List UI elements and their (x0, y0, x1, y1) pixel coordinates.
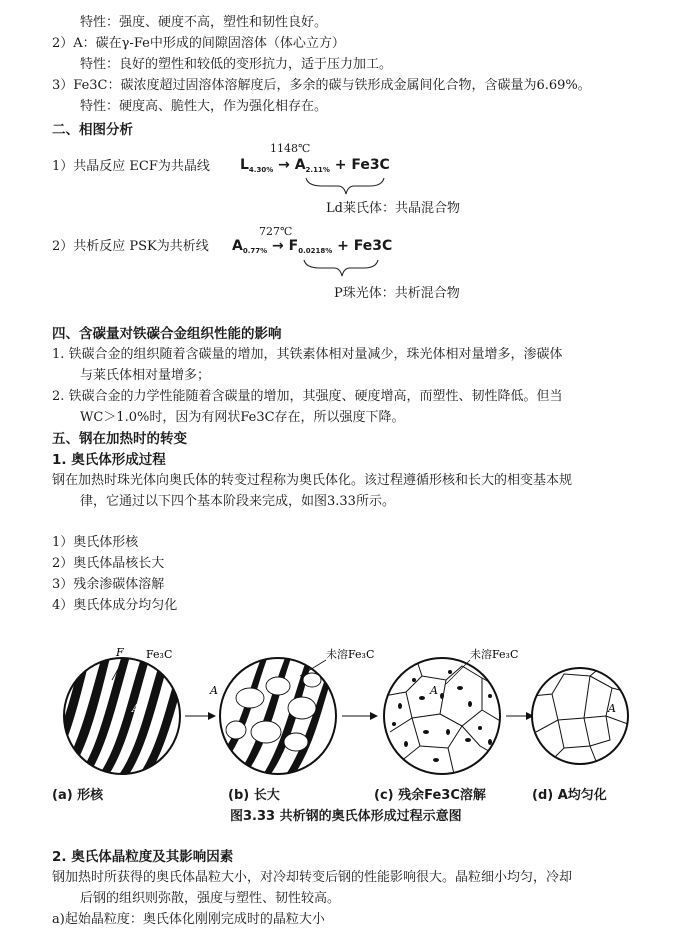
eq-L-sub: 4.30% (248, 166, 274, 174)
subheading-austenite-formation: 1. 奥氏体形成过程 (52, 452, 166, 468)
label-A-b: A (210, 684, 218, 697)
line-cementite-property: 特性：硬度高、脆性大，作为强化相存在。 (80, 99, 328, 114)
eq2-A-sub: 0.77% (242, 247, 268, 255)
step-4: 4）奥氏体成分均匀化 (52, 598, 178, 613)
eq2-plus-fe3c: + Fe3C (337, 238, 393, 254)
eq2-arrow: → (272, 238, 284, 254)
line-austenite-def: 2）A：碳在γ-Fe中形成的间隙固溶体（体心立方） (52, 36, 345, 51)
eq-A: A (294, 157, 306, 173)
carbon-effect-p1a: 1. 铁碳合金的组织随着含碳量的增加，其铁素体相对量减少，珠光体相对量增多，渗碳体 (52, 347, 563, 362)
grain-size-p1a: 钢加热时所获得的奥氏体晶粒大小，对冷却转变后钢的性能影响很大。晶粒细小均匀，冷却 (52, 870, 573, 885)
circle-b-growth (209, 647, 374, 778)
label-A-c: A (430, 684, 438, 697)
circle-d-homogenization (532, 666, 628, 766)
eq-A-sub: 2.11% (305, 166, 330, 174)
label-A-a: A (132, 702, 140, 715)
step-3: 3）残余渗碳体溶解 (52, 577, 165, 592)
caption-a: (a) 形核 (52, 788, 104, 803)
label-F: F (116, 646, 124, 659)
eq-plus-fe3c: + Fe3C (334, 157, 390, 173)
step-2: 2）奥氏体晶核长大 (52, 556, 165, 571)
arrow-b-c (342, 712, 378, 720)
carbon-effect-p2a: 2. 铁碳合金的力学性能随着含碳量的增加，其强度、硬度增高，而塑性、韧性降低。但当 (52, 389, 563, 404)
caption-d: (d) A均匀化 (532, 788, 607, 803)
label-undissolved-b: 未溶Fe₃C (326, 648, 375, 661)
eq-L: L (240, 157, 249, 173)
line-austenite-property: 特性：良好的塑性和较低的变形抗力，适于压力加工。 (80, 57, 393, 72)
eutectoid-brace (298, 258, 388, 280)
eutectoid-label: 2）共析反应 PSK为共析线 (52, 239, 209, 254)
eq2-F: F (288, 238, 299, 254)
austenite-formation-p1b: 律，它通过以下四个基本阶段来完成，如图3.33所示。 (80, 494, 395, 509)
eq2-A: A (232, 238, 243, 254)
heading-carbon-effect: 四、含碳量对铁碳合金组织性能的影响 (52, 326, 282, 342)
subheading-grain-size: 2. 奥氏体晶粒度及其影响因素 (52, 849, 234, 865)
eutectoid-equation (232, 237, 392, 260)
eutectic-note: Ld莱氏体：共晶混合物 (326, 201, 460, 216)
eutectoid-note: P珠光体：共析混合物 (334, 286, 460, 301)
carbon-effect-p2b: WC＞1.0%时，因为有网状Fe3C存在，所以强度下降。 (80, 410, 405, 425)
carbon-effect-p1b: 与莱氏体相对量增多； (80, 368, 211, 383)
line-cementite-def: 3）Fe3C：碳浓度超过固溶体溶解度后，多余的碳与铁形成金属间化合物，含碳量为6.69%。 (52, 78, 591, 93)
eutectoid-temp: 727℃ (259, 225, 293, 238)
eutectic-brace (300, 176, 390, 198)
figure-title: 图3.33 共析钢的奥氏体形成过程示意图 (230, 809, 462, 824)
arrow-a-b (185, 712, 216, 720)
step-1: 1）奥氏体形核 (52, 535, 139, 550)
caption-c: (c) 残余Fe3C溶解 (374, 788, 486, 803)
arrow-c-d (506, 712, 534, 720)
circle-c-residual-dissolution (384, 647, 518, 774)
circle-a-nucleation (50, 646, 213, 776)
heading-heating: 五、钢在加热时的转变 (52, 431, 187, 447)
grain-size-p1b: 后钢的组织则弥散，强度与塑性、韧性较高。 (80, 891, 341, 906)
eq-arrow: → (278, 157, 290, 173)
label-undissolved-c: 未溶Fe₃C (470, 648, 519, 661)
label-A-d: A (608, 702, 616, 715)
eutectic-temp: 1148℃ (270, 142, 311, 155)
austenite-formation-p1a: 钢在加热时珠光体向奥氏体的转变过程称为奥氏体化。该过程遵循形核和长大的相变基本规 (52, 473, 573, 488)
caption-b: (b) 长大 (228, 788, 280, 803)
eutectic-label: 1）共晶反应 ECF为共晶线 (52, 159, 210, 174)
label-Fe3C-a: Fe₃C (146, 648, 173, 661)
heading-phase-diagram: 二、相图分析 (52, 122, 133, 138)
austenite-formation-figure (50, 636, 630, 786)
grain-size-a: a)起始晶粒度：奥氏体化刚刚完成时的晶粒大小 (52, 912, 325, 927)
eq2-F-sub: 0.0218% (298, 247, 333, 255)
line-ferrite-property: 特性：强度、硬度不高，塑性和韧性良好。 (80, 15, 328, 30)
